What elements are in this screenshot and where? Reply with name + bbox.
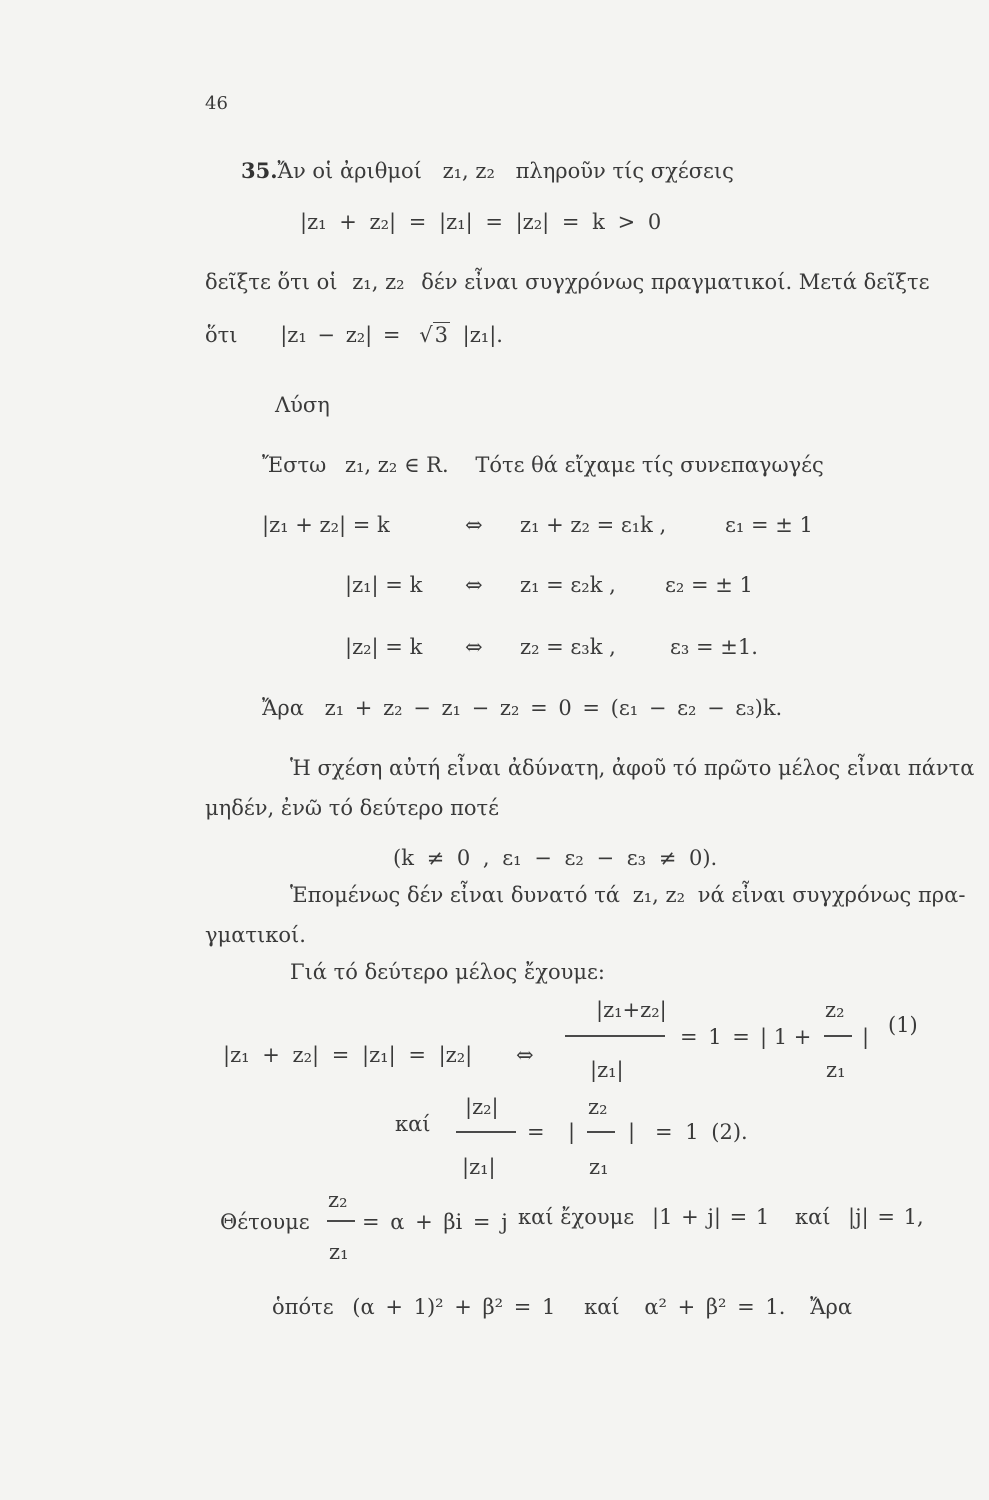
assume-text-a: Ἔστω — [262, 453, 327, 477]
eqA-abs-close: | — [862, 1025, 870, 1049]
assume-text-b: z₁, z₂ ∈ R. — [344, 453, 449, 477]
paragraph1-line1: Ἡ σχέση αὐτή εἶναι ἀδύνατη, ἀφοῦ τό πρῶτο μέλος εἶναι πάντα — [290, 756, 975, 780]
task1-vars: z₁, z₂ — [352, 270, 405, 294]
set-text-e: καί — [795, 1205, 831, 1229]
therefore-line — [262, 698, 782, 719]
set-text-a: Θέτουμε — [220, 1210, 310, 1234]
task2-sqrt-value: 3 — [434, 323, 448, 347]
set-z2-numerator: z₂ — [328, 1188, 348, 1212]
eqA-z2-numerator: z₂ — [825, 998, 845, 1022]
eqB-z1-denominator: z₁ — [589, 1155, 609, 1179]
eq2-arrow: ⇔ — [465, 573, 483, 597]
paragraph1-line3: (k ≠ 0 , ε₁ − ε₂ − ε₃ ≠ 0). — [393, 846, 718, 870]
therefore-text-b: z₁ + z₂ − z₁ − z₂ = 0 = (ε₁ − ε₂ − ε₃)k. — [324, 696, 783, 720]
eqB-z2-numerator: z₂ — [588, 1095, 608, 1119]
eqB-kai: καί — [395, 1112, 431, 1136]
eqB-abs-close: | — [628, 1120, 636, 1144]
eq1-left: |z₁ + z₂| = k — [262, 513, 390, 537]
eqA-z-fraction-bar — [824, 1035, 852, 1037]
page-number: 46 — [205, 93, 228, 114]
problem-intro-end: πληροῦν τίς σχέσεις — [515, 159, 734, 183]
solution-heading: Λύση — [275, 393, 330, 417]
eq2-left: |z₁| = k — [345, 573, 423, 597]
assume-text-c: Τότε θά εἴχαμε τίς συνεπαγωγές — [475, 453, 824, 477]
eq3-arrow: ⇔ — [465, 635, 483, 659]
eq1-mid: z₁ + z₂ = ε₁k , — [520, 513, 667, 537]
assumption-line — [262, 455, 824, 476]
eqA-fraction-bar — [565, 1035, 665, 1037]
para2-text-b: νά εἶναι συγχρόνως πρα- — [697, 883, 966, 907]
final-text-c: καί — [584, 1295, 620, 1319]
eqB-fraction-numerator: |z₂| — [465, 1095, 499, 1119]
problem-statement-line1 — [241, 160, 734, 182]
eq3-left: |z₂| = k — [345, 635, 423, 659]
paragraph2-line2: γματικοί. — [205, 923, 306, 947]
eqB-z-fraction-bar — [587, 1131, 615, 1133]
problem-intro: Ἄν οἱ ἀριθμοί — [277, 159, 422, 183]
therefore-text-a: Ἄρα — [262, 696, 304, 720]
second-part-intro: Γιά τό δεύτερο μέλος ἔχουμε: — [290, 960, 605, 984]
final-text-d: α² + β² = 1. — [644, 1295, 786, 1319]
eq3-right: ε₃ = ±1. — [670, 635, 758, 659]
eqA-arrow: ⇔ — [516, 1043, 534, 1067]
eqA-label: (1) — [888, 1013, 918, 1037]
eqA-z1-denominator: z₁ — [826, 1058, 846, 1082]
para2-text-a: Ἑπομένως δέν εἶναι δυνατό τά — [290, 883, 620, 907]
sqrt-symbol: √ — [419, 323, 433, 347]
task1-text-b: δέν εἶναι συγχρόνως πραγματικοί. Μετά δεῖξτε — [421, 270, 930, 294]
set-text-c: καί ἔχουμε — [518, 1205, 635, 1229]
problem-task-line1 — [205, 272, 929, 293]
problem-condition: |z₁ + z₂| = |z₁| = |z₂| = k > 0 — [300, 210, 662, 234]
eqB-equals: = — [527, 1120, 545, 1144]
eqA-abs-open: | 1 + — [760, 1025, 812, 1049]
eqB-fraction-bar — [456, 1131, 516, 1133]
para2-vars: z₁, z₂ — [632, 883, 686, 907]
final-text-e: Ἄρα — [810, 1295, 853, 1319]
problem-vars: z₁, z₂ — [442, 159, 495, 183]
set-text-f: |j| = 1, — [848, 1205, 924, 1229]
final-line — [272, 1297, 852, 1318]
problem-number: 35. — [241, 158, 278, 183]
set-fraction-bar — [327, 1220, 355, 1222]
task2-expr-right: |z₁|. — [462, 323, 503, 347]
eqA-fraction-denominator: |z₁| — [590, 1058, 624, 1082]
eqB-right: = 1 (2). — [655, 1120, 748, 1144]
eqB-abs-open: | — [568, 1120, 576, 1144]
final-text-b: (α + 1)² + β² = 1 — [352, 1295, 556, 1319]
task2-text: ὅτι — [205, 323, 238, 347]
eq3-mid: z₂ = ε₃k , — [520, 635, 616, 659]
eq1-arrow: ⇔ — [465, 513, 483, 537]
problem-task-line2 — [205, 325, 503, 346]
task1-text-a: δεῖξτε ὅτι οἱ — [205, 270, 338, 294]
task2-expr-left: |z₁ − z₂| = — [280, 323, 401, 347]
set-z1-denominator: z₁ — [329, 1240, 349, 1264]
paragraph1-line2: μηδέν, ἐνῶ τό δεύτερο ποτέ — [205, 796, 500, 820]
final-text-a: ὁπότε — [272, 1295, 334, 1319]
paragraph2-line1 — [290, 885, 965, 906]
set-text-d: |1 + j| = 1 — [652, 1205, 770, 1229]
eqB-fraction-denominator: |z₁| — [462, 1155, 496, 1179]
eq2-right: ε₂ = ± 1 — [665, 573, 753, 597]
eq1-right: ε₁ = ± 1 — [725, 513, 813, 537]
eqA-fraction-numerator: |z₁+z₂| — [596, 998, 667, 1022]
eq2-mid: z₁ = ε₂k , — [520, 573, 616, 597]
eqA-left: |z₁ + z₂| = |z₁| = |z₂| — [223, 1043, 473, 1067]
set-text-b: = α + βi = j — [362, 1210, 508, 1234]
eqA-mid: = 1 = — [680, 1025, 750, 1049]
